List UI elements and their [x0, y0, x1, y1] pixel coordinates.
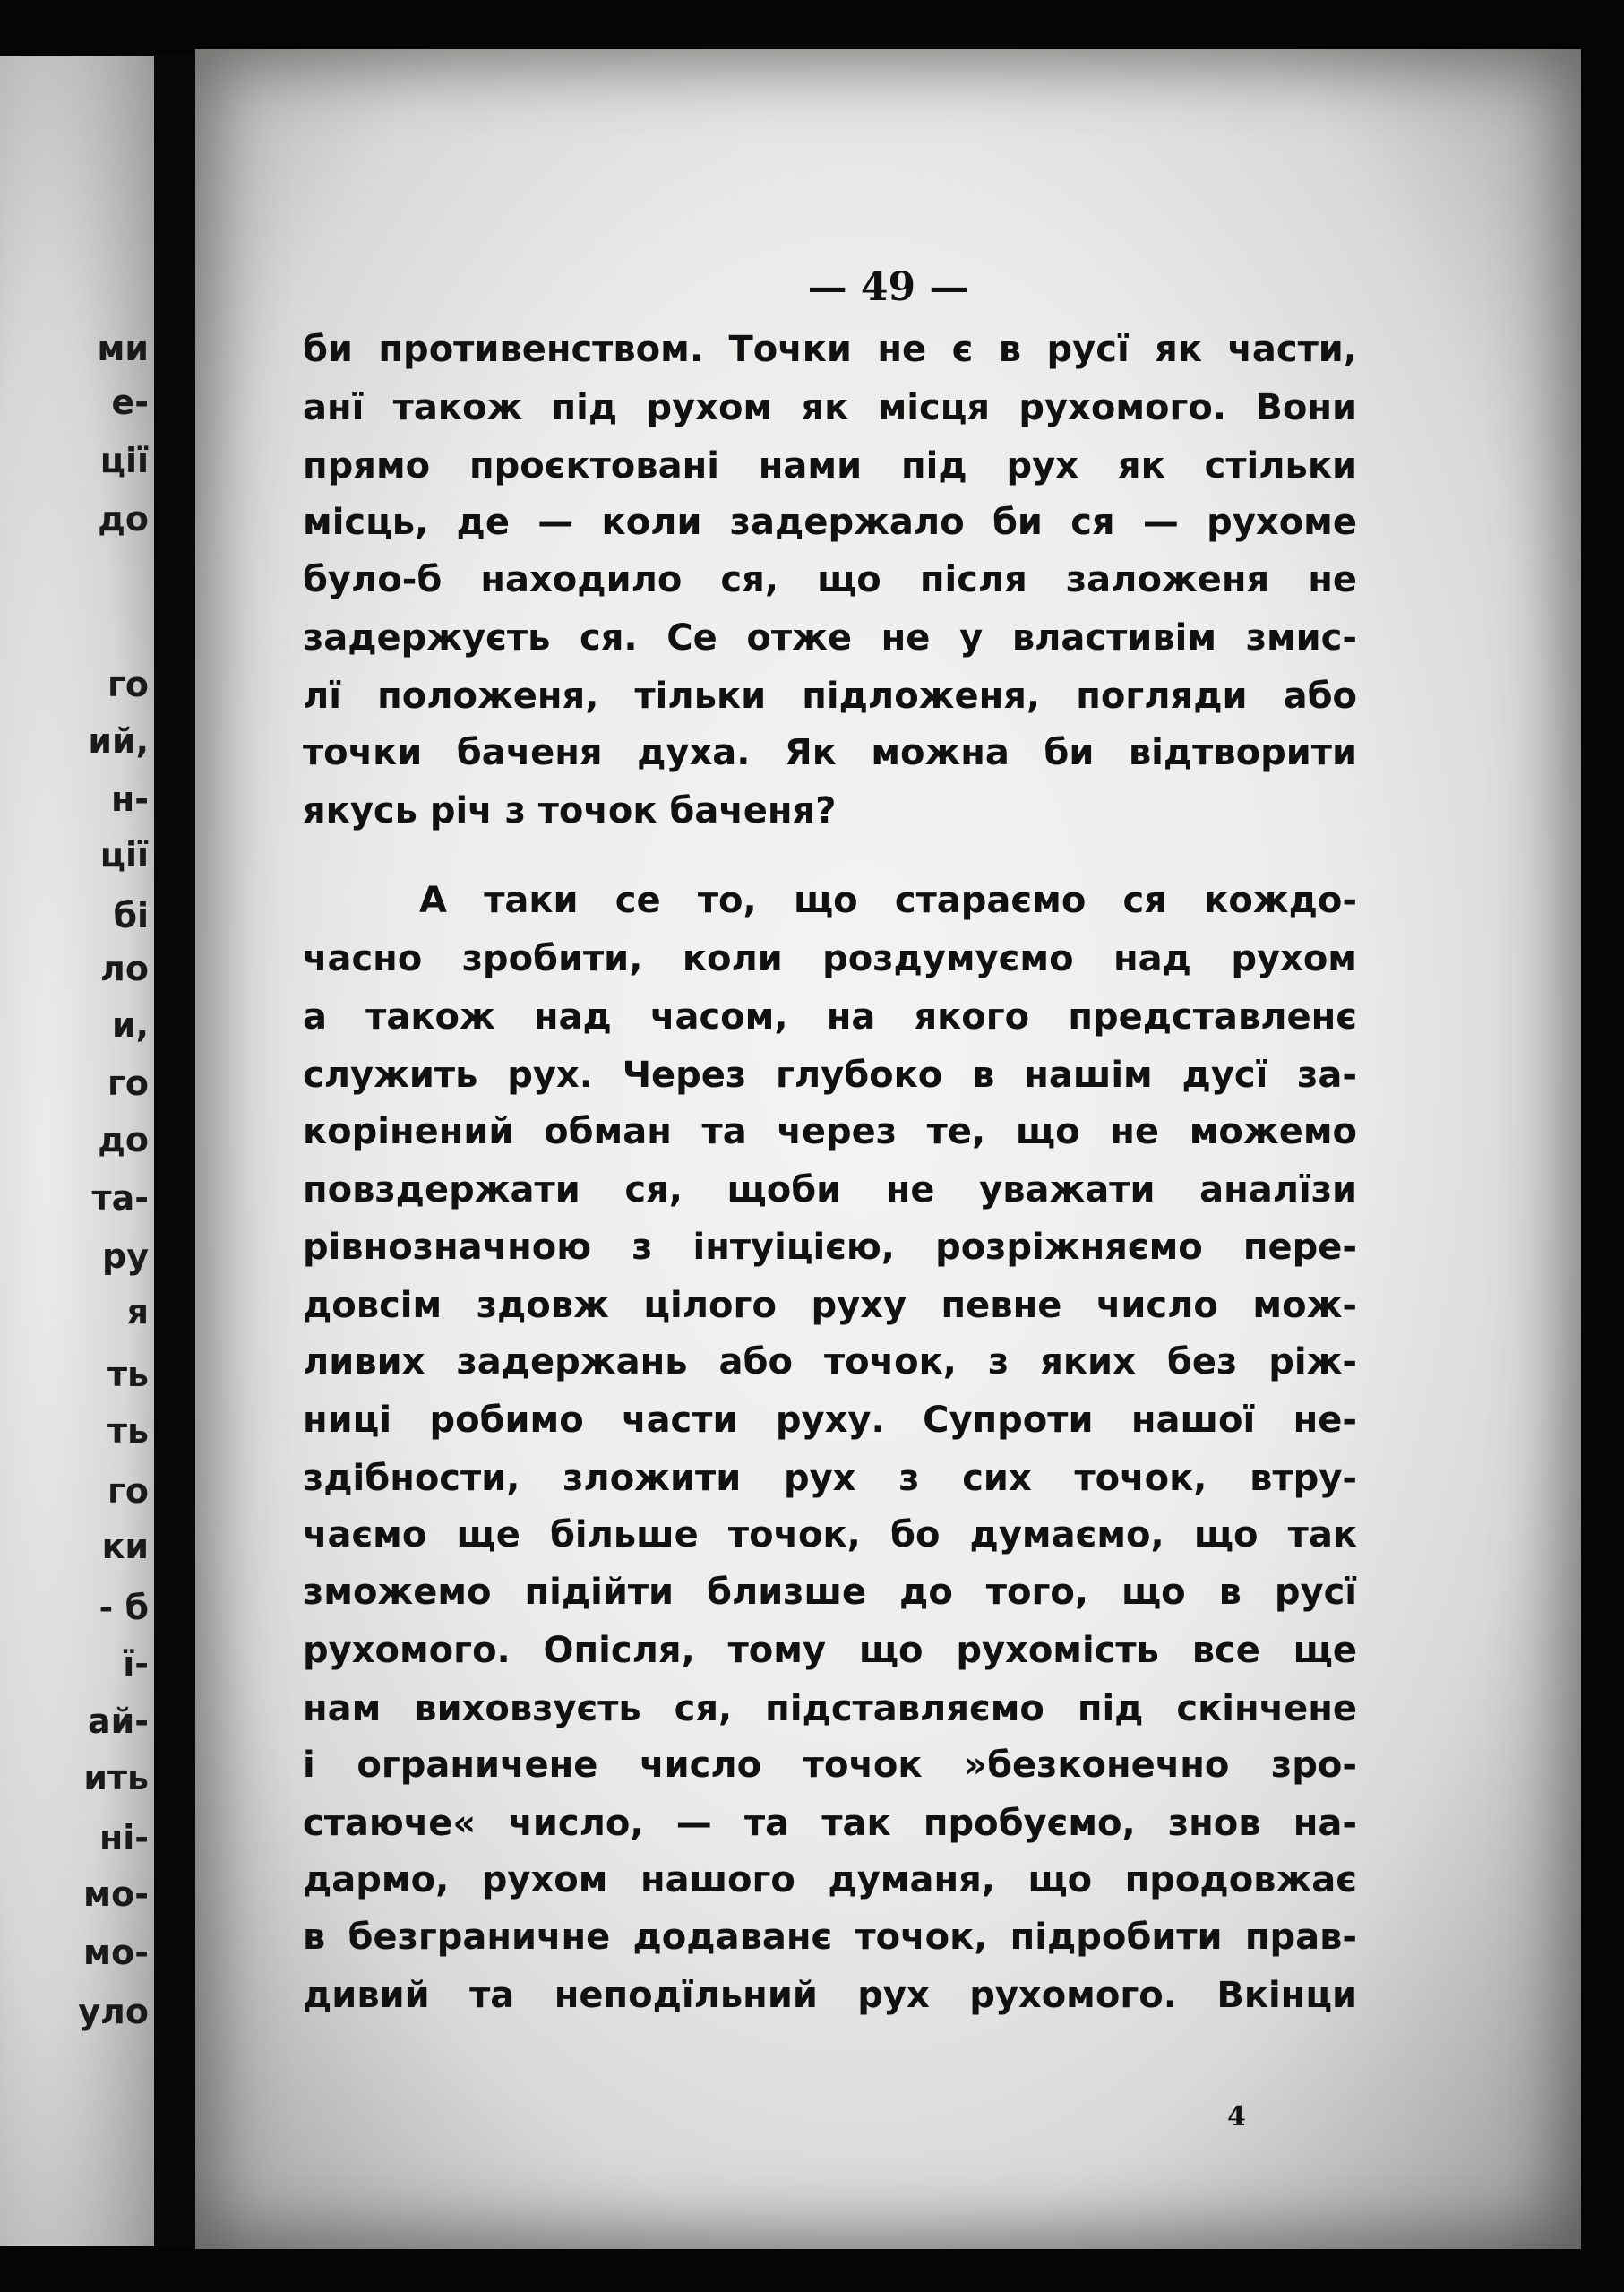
left-page-fragment: ий,: [88, 721, 149, 761]
text-line: і ограничене число точок »безконечно зро-: [303, 1745, 1357, 1786]
text-line: часно зробити, коли роздумуємо над рухом: [303, 938, 1357, 979]
text-line: служить рух. Через глубоко в нашім дусї за-: [303, 1055, 1357, 1096]
text-line: зможемо підійти близше до того, що в русї: [303, 1572, 1357, 1613]
text-line: ливих задержань або точок, з яких без ріж-: [303, 1341, 1357, 1383]
left-page-fragment: мо-: [83, 1933, 149, 1972]
left-page-fragment: н-: [110, 780, 149, 819]
left-page-fragment: до: [98, 499, 149, 539]
text-line: прямо проєктовані нами під рух як стільки: [303, 445, 1357, 487]
text-line: стаюче« число, — та так пробуємо, знов на-: [303, 1803, 1357, 1844]
signature-mark: 4: [1227, 2101, 1246, 2133]
left-page-fragment: ми: [97, 329, 149, 368]
left-page-fragment: я: [126, 1292, 149, 1331]
left-page-fragment: е-: [111, 383, 149, 422]
left-page-fragment: ло: [100, 949, 149, 988]
text-line: чаємо ще більше точок, бо думаємо, що так: [303, 1514, 1357, 1555]
text-line: лї положеня, тільки підложеня, погляди або: [303, 676, 1357, 717]
text-line: місць, де — коли задержало би ся — рухоме: [303, 502, 1357, 543]
book-gutter: [154, 56, 195, 2246]
left-page-fragment: ні-: [99, 1818, 149, 1857]
left-page-fragment: и,: [111, 1005, 149, 1045]
text-line: рівнозначною з інтуіцією, розріжняємо пере-: [303, 1227, 1357, 1268]
text-line: в безграничне додаванє точок, підробити прав-: [303, 1917, 1357, 1958]
text-line: корінений обман та через те, що не можемо: [303, 1111, 1357, 1152]
text-line: якусь річ з точок баченя?: [303, 790, 837, 831]
text-line: ниці робимо части руху. Супроти нашої не-: [303, 1400, 1357, 1441]
text-line: анї також під рухом як місця рухомого. Вони: [303, 387, 1357, 428]
left-page-edge: [0, 56, 154, 2246]
left-page-fragment: ру: [102, 1236, 149, 1276]
text-line: задержуєть ся. Се отже не у властивім змис-: [303, 617, 1357, 659]
left-page-fragment: го: [107, 1471, 149, 1511]
text-line: рухомого. Опісля, тому що рухомість все ще: [303, 1630, 1357, 1671]
left-page-fragment: бі: [113, 896, 149, 935]
text-line: нам виховзуєть ся, підставляємо під скінчене: [303, 1688, 1357, 1729]
left-page-fragment: ить: [83, 1758, 149, 1797]
left-page-fragment: ції: [99, 835, 149, 875]
left-page-fragment: го: [107, 665, 149, 704]
text-line: би противенством. Точки не є в русї як части,: [303, 329, 1357, 370]
text-line: здібности, зложити рух з сих точок, втру-: [303, 1458, 1357, 1499]
right-page: [195, 49, 1581, 2249]
left-page-fragment: до: [98, 1120, 149, 1159]
text-line: повздержати ся, щоби не уважати аналїзи: [303, 1169, 1357, 1211]
left-page-fragment: ть: [107, 1411, 149, 1451]
left-page-fragment: ть: [107, 1355, 149, 1394]
left-page-fragment: - б: [99, 1588, 149, 1627]
left-page-fragment: ай-: [87, 1702, 149, 1741]
left-page-fragment: уло: [78, 1992, 149, 2031]
left-page-fragment: го: [107, 1064, 149, 1103]
text-line: дармо, рухом нашого думаня, що продовжає: [303, 1859, 1357, 1900]
text-line: було-б находило ся, що після заложеня не: [303, 559, 1357, 600]
text-line: дивий та неподїльний рух рухомого. Вкінци: [303, 1975, 1357, 2016]
text-line: А таки се то, що стараємо ся кождо-: [419, 880, 1357, 921]
text-line: а також над часом, на якого представленє: [303, 996, 1357, 1038]
page-number: — 49 —: [807, 264, 969, 310]
text-line: довсім здовж цілого руху певне число мож-: [303, 1285, 1357, 1326]
text-line: точки баченя духа. Як можна би відтворити: [303, 732, 1357, 773]
left-page-fragment: ї-: [123, 1644, 149, 1684]
left-page-fragment: та-: [91, 1178, 149, 1218]
left-page-fragment: ції: [99, 441, 149, 480]
left-page-fragment: ки: [101, 1527, 149, 1566]
left-page-fragment: мо-: [83, 1874, 149, 1914]
